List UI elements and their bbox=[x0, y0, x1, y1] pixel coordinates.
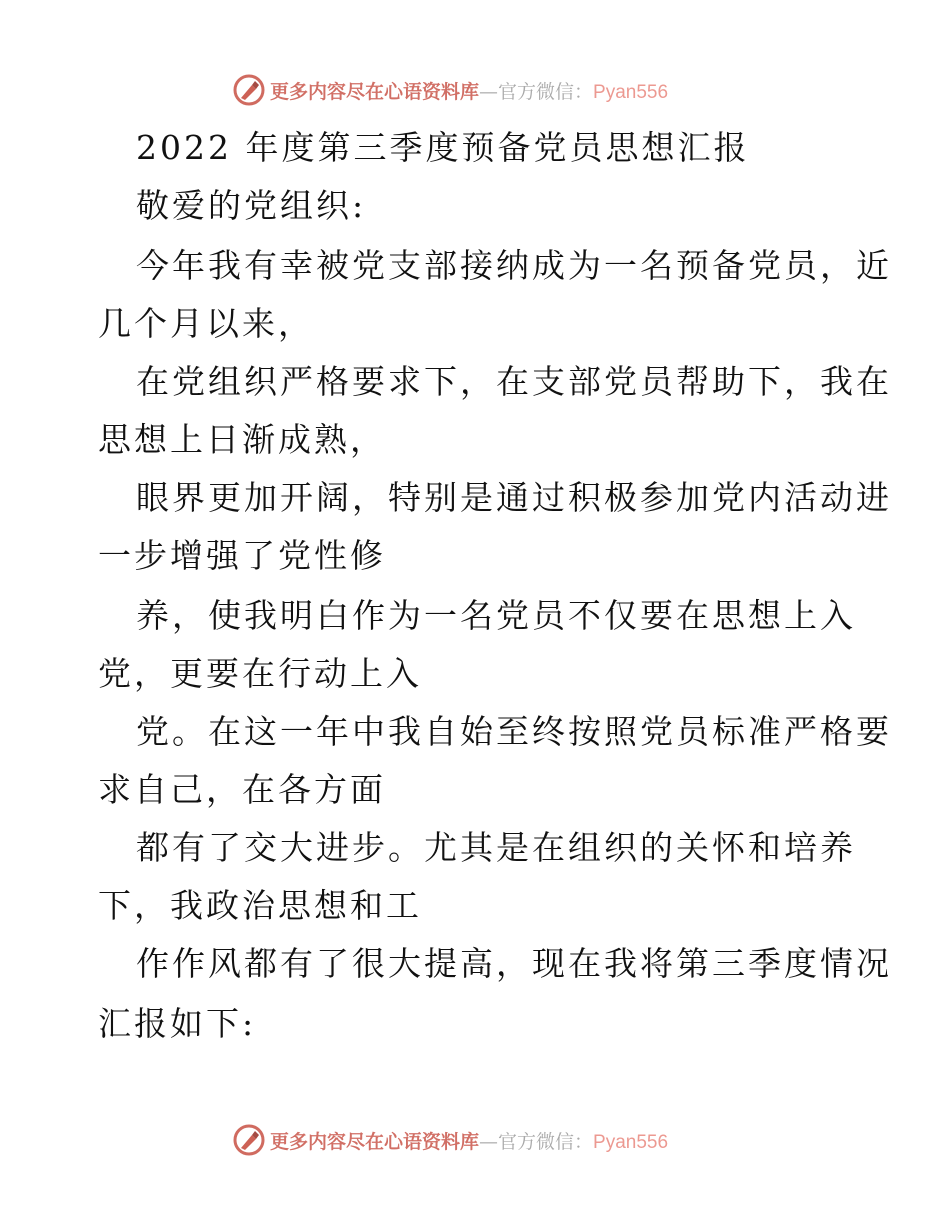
paragraph-line: 党，更要在行动上入 bbox=[98, 654, 422, 693]
paragraph-line: 一步增强了党性修 bbox=[98, 536, 386, 575]
watermark-separator: — bbox=[479, 80, 499, 103]
watermark-label: 官方微信： bbox=[498, 1130, 594, 1153]
document-title: 2022 年度第三季度预备党员思想汇报 bbox=[136, 128, 750, 167]
watermark-text bbox=[270, 77, 668, 104]
footer-watermark bbox=[232, 1120, 752, 1160]
salutation: 敬爱的党组织: bbox=[136, 186, 367, 225]
watermark-wechat-id: Pyan556 bbox=[593, 1131, 669, 1153]
pen-logo-icon bbox=[232, 73, 266, 107]
watermark-brand: 更多内容尽在心语资料库 bbox=[270, 80, 480, 103]
paragraph-line: 今年我有幸被党支部接纳成为一名预备党员，近 bbox=[136, 246, 892, 285]
pen-logo-icon bbox=[232, 1123, 266, 1157]
paragraph-line: 眼界更加开阔，特别是通过积极参加党内活动进 bbox=[136, 478, 892, 517]
paragraph-line: 养，使我明白作为一名党员不仅要在思想上入 bbox=[136, 596, 856, 635]
paragraph-line: 在党组织严格要求下，在支部党员帮助下，我在 bbox=[136, 362, 892, 401]
paragraph-line: 汇报如下: bbox=[98, 1004, 257, 1043]
paragraph-line: 几个月以来， bbox=[98, 304, 314, 343]
paragraph-line: 作作风都有了很大提高，现在我将第三季度情况 bbox=[136, 944, 892, 983]
paragraph-line: 下，我政治思想和工 bbox=[98, 886, 422, 925]
paragraph-line: 党。在这一年中我自始至终按照党员标准严格要 bbox=[136, 712, 892, 751]
watermark-label: 官方微信： bbox=[498, 80, 594, 103]
paragraph-line: 思想上日渐成熟， bbox=[98, 420, 386, 459]
watermark-separator: — bbox=[479, 1130, 499, 1153]
watermark-text bbox=[270, 1127, 668, 1154]
paragraph-line: 都有了交大进步。尤其是在组织的关怀和培养 bbox=[136, 828, 856, 867]
watermark-wechat-id: Pyan556 bbox=[593, 81, 669, 103]
header-watermark bbox=[232, 70, 752, 110]
paragraph-line: 求自己，在各方面 bbox=[98, 770, 386, 809]
watermark-brand: 更多内容尽在心语资料库 bbox=[270, 1130, 480, 1153]
